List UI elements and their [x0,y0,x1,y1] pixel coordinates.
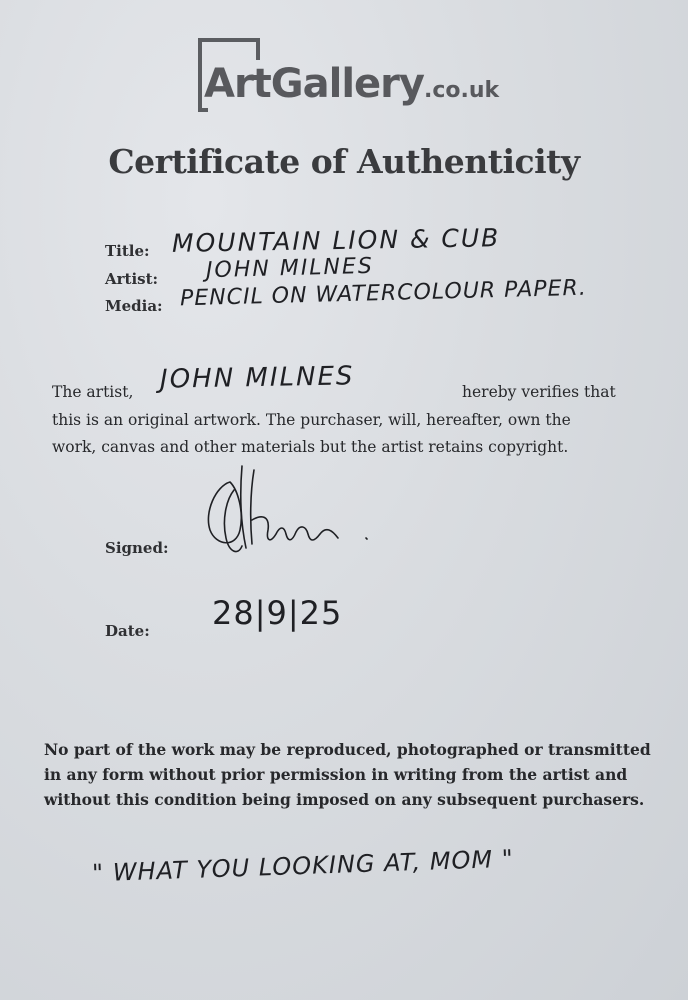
logo-frame-edge [256,38,260,60]
statement-line-2: this is an original artwork. The purchaser, will, hereafter, own the [52,411,571,429]
artgallery-logo [198,38,528,118]
certificate-title: Certificate of Authenticity [108,142,580,181]
statement-suffix: hereby verifies that [462,383,616,401]
notice-line-2: in any form without prior permission in writing from the artist and [44,765,628,784]
logo-tld: .co.uk [423,78,500,103]
statement-artist-handwritten: JOHN MILNES [159,361,355,395]
notice-line-1: No part of the work may be reproduced, photographed or transmitted [44,740,651,759]
artist-label: Artist: [105,270,159,288]
title-label: Title: [105,242,150,260]
notice-line-3: without this condition being imposed on any subsequent purchasers. [44,790,645,809]
statement-line-3: work, canvas and other materials but the artist retains copyright. [52,438,569,456]
logo-brand: ArtGallery [204,61,424,107]
signature-image [196,460,386,570]
media-value: PENCIL ON WATERCOLOUR PAPER. [179,275,588,312]
statement-prefix: The artist, [52,383,134,401]
date-value: 28|9|25 [212,594,343,632]
logo-frame-foot [198,108,208,112]
logo-text [204,61,500,107]
signed-label: Signed: [105,539,169,557]
date-label: Date: [105,622,150,640]
statement-line-1 [52,361,652,404]
title-value: MOUNTAIN LION & CUB [171,223,501,258]
media-label: Media: [105,297,163,315]
handwritten-quote: " WHAT YOU LOOKING AT, MOM " [91,844,515,888]
artist-value: JOHN MILNES [205,253,375,284]
